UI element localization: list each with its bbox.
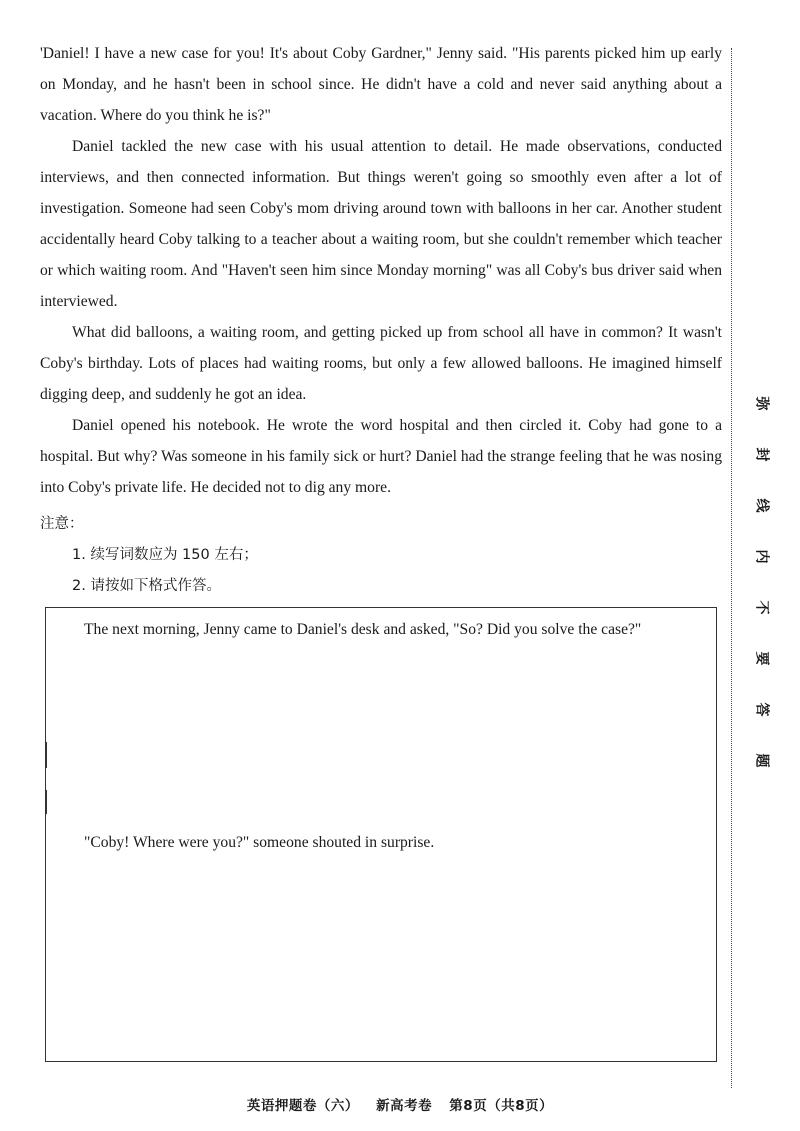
seal-char: 封 <box>753 447 770 462</box>
answer-prompt-2: "Coby! Where were you?" someone shouted in surprise. <box>84 834 435 851</box>
seal-char: 弥 <box>753 396 770 411</box>
instruction-item-2: 2. 请按如下格式作答。 <box>72 578 221 594</box>
answer-prompt-1: The next morning, Jenny came to Daniel's desk and asked, "So? Did you solve the case?" <box>84 621 642 638</box>
seal-dotted-line <box>731 48 732 1088</box>
seal-char: 不 <box>753 600 770 615</box>
answer-box[interactable] <box>45 607 717 1062</box>
seal-char: 内 <box>753 549 770 564</box>
instructions <box>40 509 722 602</box>
seal-char: 题 <box>753 753 770 768</box>
passage <box>40 38 722 503</box>
footer-page-info: 第8页（共8页） <box>449 1098 554 1114</box>
page-footer <box>0 1094 800 1114</box>
seal-notice <box>736 378 770 786</box>
seal-char: 要 <box>753 651 770 666</box>
footer-paper-title: 英语押题卷（六） <box>246 1098 359 1114</box>
passage-paragraph-1: 'Daniel! I have a new case for you! It's about Coby Gardner," Jenny said. "His parents picked him up early on Monday, and he hasn't been in school since. He didn't have a cold and never said anything about a vacation. Where do you think he is?" <box>40 45 722 124</box>
passage-paragraph-2: Daniel tackled the new case with his usual attention to detail. He made observations, conducted interviews, and then connected information. But things weren't going so smoothly even after a lot of investigation. Someone had seen Coby's mom driving around town with balloons in her car. Another student accidentally heard Coby talking to a teacher about a waiting room, but she couldn't remember which teacher or which waiting room. And "Haven't seen him since Monday morning" was all Coby's bus driver said when interviewed. <box>40 138 722 310</box>
instruction-item-1: 1. 续写词数应为 150 左右； <box>72 547 258 563</box>
seal-char: 线 <box>753 498 770 513</box>
footer-exam-name: 新高考卷 <box>376 1098 433 1114</box>
passage-paragraph-3: What did balloons, a waiting room, and getting picked up from school all have in common? It wasn't Coby's birthday. Lots of places had waiting rooms, but only a few allowed balloons. He imagined himself digging deep, and suddenly he got an idea. <box>40 324 722 403</box>
seal-char: 答 <box>753 702 770 717</box>
instructions-title: 注意： <box>40 516 84 532</box>
passage-paragraph-4: Daniel opened his notebook. He wrote the word hospital and then circled it. Coby had gone to a hospital. But why? Was someone in his family sick or hurt? Daniel had the strange feeling that he was nosing into Coby's private life. He decided not to dig any more. <box>40 417 722 496</box>
